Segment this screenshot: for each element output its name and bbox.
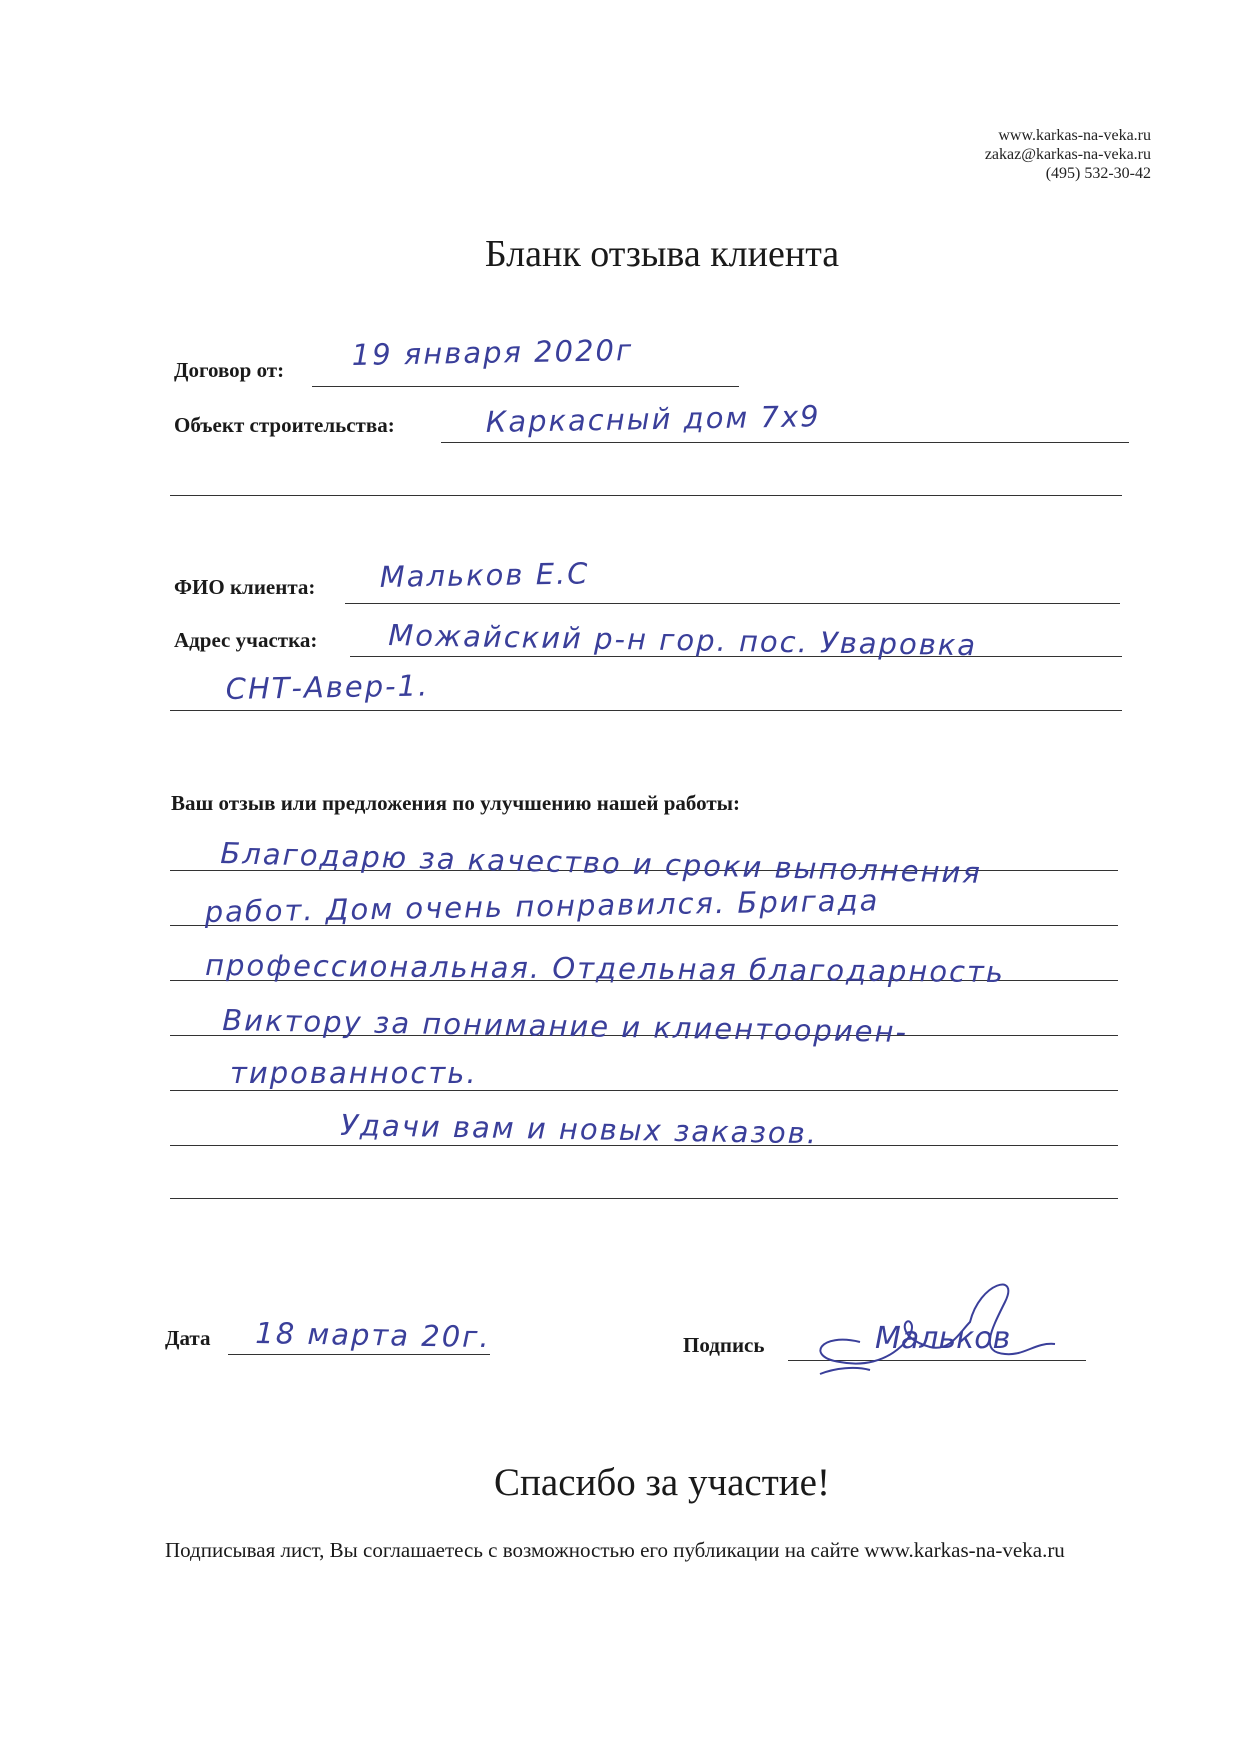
thanks-text: Спасибо за участие! bbox=[494, 1461, 830, 1504]
review-label: Ваш отзыв или предложения по улучшению нашей работы: bbox=[171, 791, 741, 815]
contract-line bbox=[312, 386, 739, 387]
signature-scribble bbox=[800, 1262, 1080, 1402]
client-line bbox=[345, 603, 1120, 604]
contract-label: Договор от: bbox=[174, 358, 285, 382]
footer-consent: Подписывая лист, Вы соглашаетесь с возможностью его публикации на сайте www.karkas-na-veka.ru bbox=[165, 1538, 1065, 1562]
review-line bbox=[170, 1198, 1118, 1199]
object-label: Объект строительства: bbox=[174, 413, 395, 437]
object-line-2 bbox=[170, 495, 1122, 496]
review-text-line: работ. Дом очень понравился. Бригада bbox=[204, 883, 880, 929]
contract-value: 19 января 2020г bbox=[351, 333, 634, 372]
address-label: Адрес участка: bbox=[174, 628, 318, 652]
client-value: Мальков Е.С bbox=[379, 556, 590, 594]
address-value-2: СНТ-Авер-1. bbox=[225, 668, 430, 706]
address-line-2 bbox=[170, 710, 1122, 711]
date-line bbox=[228, 1354, 490, 1355]
review-text-line: Благодарю за качество и сроки выполнения bbox=[220, 836, 983, 890]
signature-handwriting: Мальков bbox=[875, 1321, 1011, 1356]
client-label: ФИО клиента: bbox=[174, 575, 316, 599]
review-text-line: профессиональная. Отдельная благодарность bbox=[205, 948, 1006, 989]
website-text: www.karkas-na-veka.ru bbox=[998, 127, 1151, 144]
review-text-line: тированность. bbox=[230, 1056, 478, 1090]
address-value-1: Можайский р-н гор. пос. Уваровка bbox=[388, 618, 978, 663]
date-label: Дата bbox=[165, 1326, 211, 1350]
form-title: Бланк отзыва клиента bbox=[484, 233, 840, 275]
phone-text: (495) 532-30-42 bbox=[1045, 165, 1151, 182]
signature-label: Подпись bbox=[683, 1333, 765, 1357]
object-value: Каркасный дом 7х9 bbox=[485, 399, 821, 439]
review-text-line: Виктору за понимание и клиентоориен- bbox=[222, 1003, 909, 1049]
review-line bbox=[170, 1090, 1118, 1091]
object-line bbox=[441, 442, 1129, 443]
review-text-line: Удачи вам и новых заказов. bbox=[340, 1108, 819, 1151]
company-contacts bbox=[985, 126, 1151, 183]
date-value: 18 марта 20г. bbox=[255, 1316, 491, 1355]
email-text: zakaz@karkas-na-veka.ru bbox=[984, 146, 1151, 163]
